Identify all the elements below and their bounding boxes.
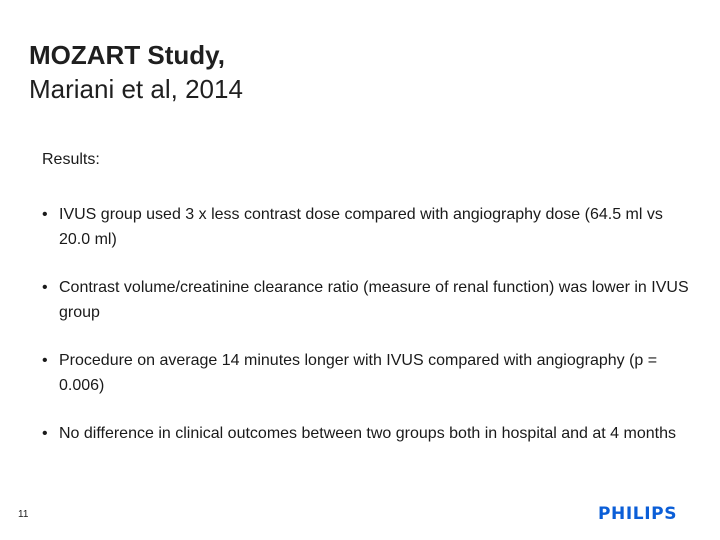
bullet-text: IVUS group used 3 x less contrast dose compared with angiography dose (64.5 ml vs 20.0 ml) (59, 206, 663, 248)
bullet-item (42, 348, 692, 398)
bullet-text: No difference in clinical outcomes between two groups both in hospital and at 4 months (59, 425, 676, 442)
bullet-text: Contrast volume/creatinine clearance ratio (measure of renal function) was lower in IVUS group (59, 279, 689, 321)
bullet-item (42, 421, 692, 446)
philips-logo: PHILIPS (598, 504, 678, 524)
slide-title-line1: MOZART Study, (29, 40, 225, 70)
bullet-item (42, 275, 692, 325)
slide-title-line2: Mariani et al, 2014 (29, 74, 243, 104)
bullet-item (42, 202, 692, 252)
bullet-dot-icon: • (42, 279, 48, 296)
bullet-dot-icon: • (42, 425, 48, 442)
page-number: 11 (18, 509, 29, 520)
slide-title (29, 38, 243, 106)
bullet-list (42, 202, 692, 469)
bullet-text: Procedure on average 14 minutes longer with IVUS compared with angiography (p = 0.006) (59, 352, 658, 394)
results-heading: Results: (42, 151, 100, 168)
bullet-dot-icon: • (42, 206, 48, 223)
bullet-dot-icon: • (42, 352, 48, 369)
